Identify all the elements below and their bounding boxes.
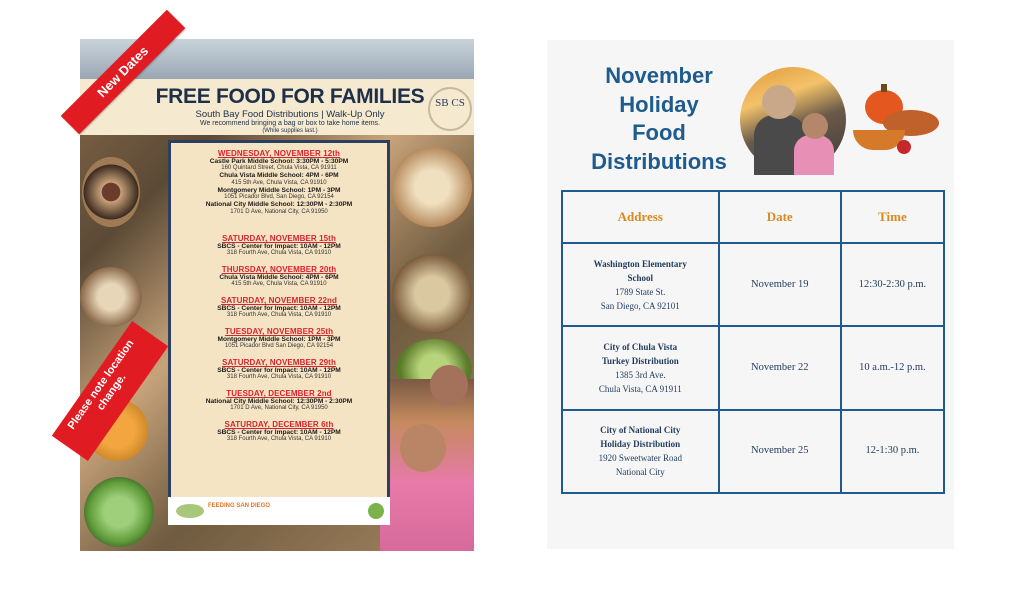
- event-location: National City Middle School: 12:30PM - 2:30PM: [205, 398, 353, 405]
- sbcs-logo-text: SB CS: [435, 97, 465, 109]
- event-address: 318 Fourth Ave, Chula Vista, CA 91910: [226, 250, 332, 257]
- event-date: SATURDAY, NOVEMBER 29th: [222, 358, 336, 367]
- event-address: 318 Fourth Ave, Chula Vista, CA 91910: [226, 312, 332, 319]
- event-location: Montgomery Middle School: 1PM - 3PM: [217, 336, 341, 343]
- event-location: National City Middle School: 12:30PM - 2:30PM: [205, 201, 353, 209]
- event-location: SBCS - Center for Impact: 10AM - 12PM: [217, 367, 341, 374]
- card-title: [574, 62, 744, 176]
- table-row: [562, 326, 944, 409]
- schedule-event: [171, 234, 387, 257]
- food-bowl-image: [82, 157, 140, 227]
- event-location: SBCS - Center for Impact: 10AM - 12PM: [217, 243, 341, 250]
- event-address: 318 Fourth Ave, Chula Vista, CA 91910: [226, 374, 332, 381]
- event-date: WEDNESDAY, NOVEMBER 12th: [217, 149, 341, 158]
- sponsor-logos: [168, 497, 390, 525]
- schedule-event: [171, 296, 387, 319]
- time-cell: 10 a.m.-12 p.m.: [841, 326, 944, 409]
- sbcs-logo: [428, 87, 472, 131]
- flyer-subtitle: South Bay Food Distributions | Walk-Up Only: [195, 109, 385, 120]
- street-address: 1920 Sweetwater Road: [598, 453, 683, 464]
- event-date: TUESDAY, NOVEMBER 25th: [224, 327, 334, 336]
- distribution-table: [561, 190, 945, 494]
- location-name: Washington Elementary: [593, 258, 687, 269]
- new-dates-ribbon: New Dates: [61, 10, 185, 134]
- schedule-event: [171, 327, 387, 350]
- date-cell: November 22: [719, 326, 841, 409]
- flyer-note-supplies: (While supplies last.): [262, 128, 318, 134]
- location-name: Holiday Distribution: [600, 439, 681, 450]
- header-date: Date: [719, 191, 841, 243]
- event-address: 1051 Picador Blvd San Diego, CA 92154: [224, 343, 334, 350]
- schedule-event: [171, 389, 387, 412]
- sponsor-logo: [368, 503, 384, 519]
- title-line: Distributions: [591, 148, 727, 174]
- event-location: Castle Park Middle School: 3:30PM - 5:30PM: [209, 158, 349, 165]
- apple-icon: [897, 140, 911, 154]
- street-address: San Diego, CA 92101: [600, 300, 680, 311]
- street-address: 1789 State St.: [615, 286, 666, 297]
- location-change-ribbon: Please note location change.: [52, 321, 168, 461]
- street-address: 1385 3rd Ave.: [615, 369, 666, 380]
- free-food-flyer: [65, 39, 474, 551]
- title-line: Holiday: [619, 91, 699, 117]
- event-location: Chula Vista Middle School: 4PM - 6PM: [219, 172, 339, 180]
- volunteers-photo: [740, 67, 846, 173]
- street-address: National City: [615, 467, 665, 478]
- event-location: Montgomery Middle School: 1PM - 3PM: [217, 186, 341, 194]
- feeding-san-diego-logo: FEEDING SAN DIEGO: [208, 503, 271, 509]
- person-image: [802, 113, 828, 139]
- sponsor-logo: [176, 504, 204, 518]
- distribution-schedule: [168, 140, 390, 525]
- event-address: 415 5th Ave, Chula Vista, CA 91910: [231, 179, 327, 186]
- event-address: 1701 D Ave, National City, CA 91950: [230, 208, 328, 215]
- holiday-distribution-card: [547, 40, 954, 549]
- event-date: THURSDAY, NOVEMBER 20th: [221, 265, 337, 274]
- person-image: [762, 85, 796, 119]
- adult-person-image: [430, 365, 468, 405]
- flyer-note: We recommend bringing a bag or box to take home items.: [199, 120, 381, 127]
- schedule-event: [171, 265, 387, 288]
- header-address: Address: [562, 191, 719, 243]
- event-address: 1701 D Ave, National City, CA 91950: [230, 405, 328, 412]
- pumpkin-stem-icon: [881, 84, 887, 92]
- event-address: 160 Quintard Street, Chula Vista, CA 91911: [221, 165, 337, 172]
- location-name: City of Chula Vista: [603, 341, 678, 352]
- table-row: [562, 243, 944, 326]
- event-date: TUESDAY, DECEMBER 2nd: [226, 389, 332, 398]
- header-time: Time: [841, 191, 944, 243]
- street-address: Chula Vista, CA 91911: [598, 383, 682, 394]
- date-cell: November 19: [719, 243, 841, 326]
- child-person-image: [400, 424, 446, 472]
- food-bowl-image: [392, 147, 472, 227]
- schedule-event: [171, 420, 387, 443]
- location-name: School: [627, 272, 654, 283]
- schedule-event: [171, 358, 387, 381]
- event-address: 318 Fourth Ave, Chula Vista, CA 91910: [226, 436, 332, 443]
- address-cell: [562, 326, 719, 409]
- schedule-event: [171, 149, 387, 216]
- event-address: 415 5th Ave, Chula Vista, CA 91910: [231, 281, 327, 288]
- title-line: Food: [632, 120, 686, 145]
- food-bowl-image: [80, 267, 142, 327]
- food-bowl-image: [84, 477, 154, 547]
- time-cell: 12-1:30 p.m.: [841, 410, 944, 493]
- date-cell: November 25: [719, 410, 841, 493]
- table-row: [562, 410, 944, 493]
- event-location: SBCS - Center for Impact: 10AM - 12PM: [217, 429, 341, 436]
- event-location: SBCS - Center for Impact: 10AM - 12PM: [217, 305, 341, 312]
- event-location: Chula Vista Middle School: 4PM - 6PM: [219, 274, 339, 281]
- event-address: 1051 Picador Blvd, San Diego, CA 92154: [224, 194, 334, 201]
- food-bowl-image: [392, 254, 472, 334]
- flyer-title: FREE FOOD FOR FAMILIES: [155, 85, 425, 108]
- time-cell: 12:30-2:30 p.m.: [841, 243, 944, 326]
- location-name: City of National City: [600, 425, 681, 436]
- address-cell: [562, 410, 719, 493]
- address-cell: [562, 243, 719, 326]
- event-date: SATURDAY, NOVEMBER 22nd: [220, 296, 338, 305]
- location-name: Turkey Distribution: [601, 355, 679, 366]
- person-image: [794, 135, 834, 175]
- title-line: November: [605, 63, 713, 88]
- event-date: SATURDAY, DECEMBER 6th: [224, 420, 334, 429]
- event-date: SATURDAY, NOVEMBER 15th: [222, 234, 336, 243]
